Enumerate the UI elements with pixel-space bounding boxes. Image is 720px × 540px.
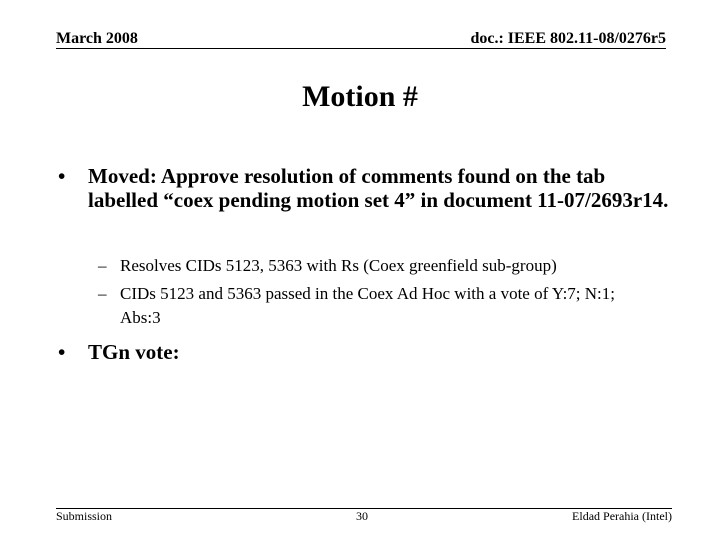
bullet-marker: • <box>58 164 66 188</box>
bullet-text: TGn vote: <box>88 340 180 364</box>
sub-bullet-marker: – <box>98 256 107 275</box>
footer-author: Eldad Perahia (Intel) <box>572 509 672 523</box>
footer-page-number: 30 <box>356 509 368 523</box>
bullet-marker: • <box>58 340 66 364</box>
header-divider <box>56 48 666 49</box>
header-doc-id: doc.: IEEE 802.11-08/0276r5 <box>470 30 666 47</box>
header-date: March 2008 <box>56 30 138 47</box>
sub-bullet-text: CIDs 5123 and 5363 passed in the Coex Ad Hoc with a vote of Y:7; N:1; Abs:3 <box>120 284 616 327</box>
bullet-text: Moved: Approve resolution of comments found on the tab labelled “coex pending motion set 4” in document 11-07/2693r14. <box>88 164 669 212</box>
footer-submission: Submission <box>56 509 113 523</box>
sub-bullet-marker: – <box>98 284 107 303</box>
sub-bullet-text: Resolves CIDs 5123, 5363 with Rs (Coex greenfield sub-group) <box>120 256 557 275</box>
slide-title: Motion # <box>302 80 418 113</box>
